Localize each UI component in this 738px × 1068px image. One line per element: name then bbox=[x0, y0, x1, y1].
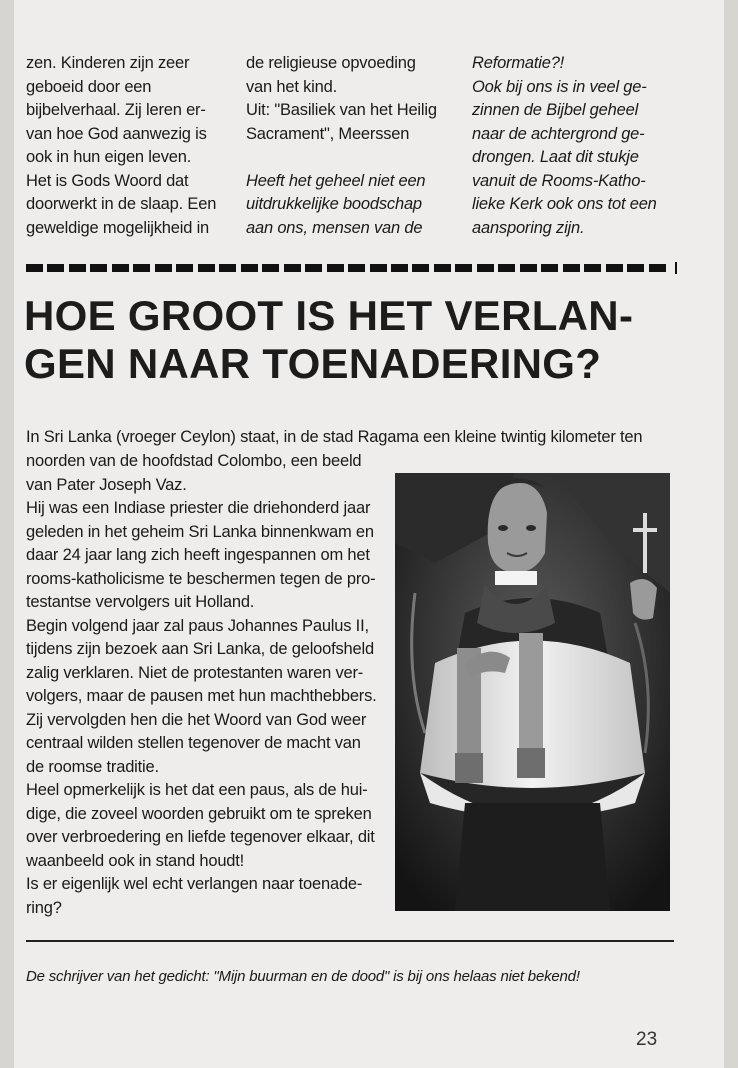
page-number: 23 bbox=[636, 1029, 658, 1050]
body-line: testantse vervolgers uit Holland. bbox=[26, 593, 255, 611]
text-line: geboeid door een bbox=[26, 77, 152, 96]
dashed-divider bbox=[26, 264, 666, 272]
column-left bbox=[26, 52, 236, 240]
body-line: tijdens zijn bezoek aan Sri Lanka, de geloofsheld bbox=[26, 640, 374, 658]
body-line: rooms-katholicisme te beschermen tegen de pro- bbox=[26, 569, 376, 588]
body-line: over verbroedering en liefde tegenover elkaar, dit bbox=[26, 828, 375, 846]
text-line: van hoe God aanwezig is bbox=[26, 124, 207, 143]
body-line: zalig verklaren. Niet de protestanten waren ver- bbox=[26, 663, 364, 682]
text-line: geweldige mogelijkheid in bbox=[26, 218, 210, 237]
body-line: waanbeeld ook in stand houdt! bbox=[26, 851, 245, 870]
article-intro-line: In Sri Lanka (vroeger Ceylon) staat, in de stad Ragama een kleine twintig kilometer ten bbox=[26, 428, 643, 446]
body-line: Heel opmerkelijk is het dat een paus, als de hui- bbox=[26, 781, 368, 799]
statue-illustration bbox=[395, 473, 670, 911]
source-citation: Sacrament", Meerssen bbox=[246, 124, 410, 143]
body-line: de roomse traditie. bbox=[26, 757, 159, 776]
body-line: volgers, maar de pausen met hun machthebbers. bbox=[26, 687, 377, 705]
magazine-page bbox=[14, 0, 724, 1068]
body-line: daar 24 jaar lang zich heeft ingespannen om het bbox=[26, 546, 370, 564]
body-line: van Pater Joseph Vaz. bbox=[26, 475, 187, 494]
body-line: ring? bbox=[26, 898, 62, 917]
text-line: drongen. Laat dit stukje bbox=[472, 148, 639, 166]
text-line: Ook bij ons is in veel ge- bbox=[472, 77, 647, 96]
column-middle bbox=[246, 52, 456, 240]
text-line: aansporing zijn. bbox=[472, 218, 585, 237]
body-line: geleden in het geheim Sri Lanka binnenkwam en bbox=[26, 522, 374, 541]
body-line: Begin volgend jaar zal paus Johannes Paulus II, bbox=[26, 616, 369, 635]
text-line: lieke Kerk ook ons tot een bbox=[472, 195, 657, 213]
column-right bbox=[472, 52, 702, 240]
text-line: ook in hun eigen leven. bbox=[26, 148, 192, 166]
text-line: aan ons, mensen van de bbox=[246, 218, 423, 237]
divider-tick bbox=[675, 262, 677, 274]
footnote: De schrijver van het gedicht: "Mijn buurman en de dood" is bij ons helaas niet bekend! bbox=[26, 968, 580, 985]
body-line: Is er eigenlijk wel echt verlangen naar toenade- bbox=[26, 875, 363, 893]
body-line: Hij was een Indiase priester die driehonderd jaar bbox=[26, 499, 371, 517]
text-line: uitdrukkelijke boodschap bbox=[246, 195, 422, 213]
statue-photo bbox=[395, 473, 670, 911]
footer-rule bbox=[26, 940, 674, 942]
title-line: GEN NAAR TOENADERING? bbox=[24, 340, 602, 387]
body-line: Zij vervolgden hen die het Woord van God weer bbox=[26, 710, 367, 729]
text-line: bijbelverhaal. Zij leren er- bbox=[26, 101, 206, 119]
article-body bbox=[26, 450, 396, 920]
text-line: Heeft het geheel niet een bbox=[246, 171, 426, 190]
body-line: centraal wilden stellen tegenover de macht van bbox=[26, 734, 361, 752]
text-line: zinnen de Bijbel geheel bbox=[472, 101, 639, 119]
title-line: HOE GROOT IS HET VERLAN- bbox=[24, 292, 634, 339]
text-line: doorwerkt in de slaap. Een bbox=[26, 195, 217, 213]
text-line: naar de achtergrond ge- bbox=[472, 124, 645, 143]
text-line: van het kind. bbox=[246, 77, 337, 96]
text-line: de religieuse opvoeding bbox=[246, 54, 416, 72]
body-line: noorden van de hoofdstad Colombo, een beeld bbox=[26, 452, 362, 470]
source-citation: Uit: "Basiliek van het Heilig bbox=[246, 101, 437, 119]
text-line: vanuit de Rooms-Katho- bbox=[472, 171, 646, 190]
article-title bbox=[24, 292, 704, 388]
text-line: Reformatie?! bbox=[472, 54, 565, 72]
text-line: Het is Gods Woord dat bbox=[26, 171, 189, 190]
body-line: dige, die zoveel woorden gebruikt om te spreken bbox=[26, 804, 372, 823]
text-line: zen. Kinderen zijn zeer bbox=[26, 54, 190, 72]
